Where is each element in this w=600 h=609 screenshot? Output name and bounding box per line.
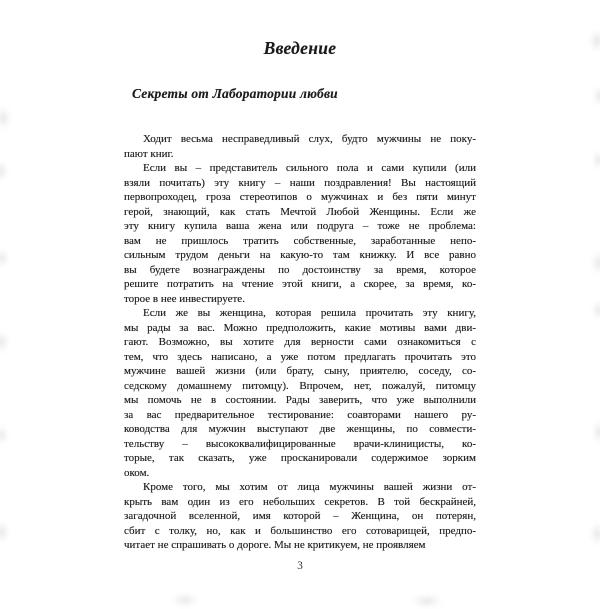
- paragraph: [124, 132, 476, 161]
- scan-artifact: [0, 425, 9, 445]
- scan-artifact: [170, 592, 200, 608]
- text-line: седскому домашнему питомцу). Впрочем, нет, пожалуй, питомцу: [124, 379, 476, 392]
- page-number: 3: [297, 560, 303, 572]
- scan-artifact: [591, 420, 600, 444]
- section-subtitle: Секреты от Лаборатории любви: [132, 86, 338, 101]
- scan-artifact: [591, 300, 600, 320]
- scan-artifact: [0, 160, 9, 182]
- paragraph: [124, 480, 476, 553]
- scan-artifact: [591, 150, 600, 170]
- text-line: читает не спрашивать о дороге. Мы не критикуем, не проявляем: [124, 539, 426, 551]
- scan-artifact: [0, 520, 10, 544]
- scan-artifact: [0, 330, 10, 354]
- scan-artifact: [0, 105, 12, 131]
- text-line: Ходит весьма несправедливый слух, будто мужчины не поку-: [143, 133, 476, 145]
- scan-artifact: [590, 250, 600, 276]
- text-line: тельству – высококвалифицированные врачи-клиницисты, ко-: [124, 437, 476, 450]
- text-line: пают книг.: [124, 147, 174, 160]
- chapter-title: Введение: [263, 38, 337, 58]
- text-line: мужчине вашей жизни (или брату, сыну, приятелю, соседу, со-: [124, 365, 476, 377]
- text-line: тем, что здесь написано, а уже потом предлагать прочитать это: [124, 350, 476, 363]
- text-line: мы помочь не в состоянии. Рады заверить, что уже выполнили: [124, 394, 476, 406]
- scan-artifact: [592, 85, 600, 107]
- paragraph: [124, 306, 476, 480]
- paragraph: [124, 161, 476, 306]
- text-line: ководства для мужчин выступают две женщины, по совмести-: [124, 423, 476, 435]
- text-line: торое в нее инвестируете.: [124, 292, 245, 305]
- text-line: Кроме того, мы хотим от лица мужчины вашей жизни от-: [143, 481, 476, 493]
- text-line: оком.: [124, 466, 150, 479]
- text-line: за вас предварительное тестирование: соавторами нашего ру-: [124, 408, 476, 421]
- text-line: Если вы – представитель сильного пола и сами купили (или: [143, 162, 476, 174]
- text-line: герой, знающий, как стать Мечтой Любой Женщины. Если же: [124, 205, 476, 218]
- text-line: первопроходец, гроза стереотипов о мужчинах и без пяти минут: [124, 191, 476, 203]
- text-line: эту книгу купила ваша жена или подруга – тоже не проблема:: [124, 220, 476, 232]
- text-line: мы рады за вас. Можно предположить, какие мотивы вами дви-: [124, 321, 476, 334]
- text-line: гают. Возможно, вы хотите для верности сами ознакомиться с: [124, 336, 476, 348]
- text-line: крыть вам один из его небольших секретов. В той бескрайней,: [124, 495, 476, 508]
- text-line: торые, так сказать, уже просканировали содержимое зорким: [124, 452, 476, 464]
- scan-artifact: [410, 593, 444, 609]
- scan-artifact: [0, 248, 9, 268]
- text-line: взяли почитать) эту книгу – наши поздравления! Вы настоящий: [124, 176, 476, 189]
- text-line: сильным трудом деньги на какую-то там книжку. И все равно: [124, 249, 476, 261]
- scan-artifact: [589, 522, 600, 546]
- text-line: Если же вы женщина, которая решила прочитать эту книгу,: [143, 307, 476, 319]
- text-line: решите потратить на чтение этой книги, а скорее, за время, ко-: [124, 278, 476, 290]
- text-line: сбит с толку, но, как и большинство его сотоварищей, предпо-: [124, 524, 476, 537]
- scan-artifact: [588, 28, 600, 54]
- text-line: вам не пришлось тратить собственные, заработанные непо-: [124, 234, 476, 247]
- text-line: вы будете вознаграждены по достоинству за время, которое: [124, 263, 476, 276]
- text-line: загадочной вселенной, имя которой – Женщина, он потерян,: [124, 510, 476, 522]
- body-text: [124, 132, 476, 553]
